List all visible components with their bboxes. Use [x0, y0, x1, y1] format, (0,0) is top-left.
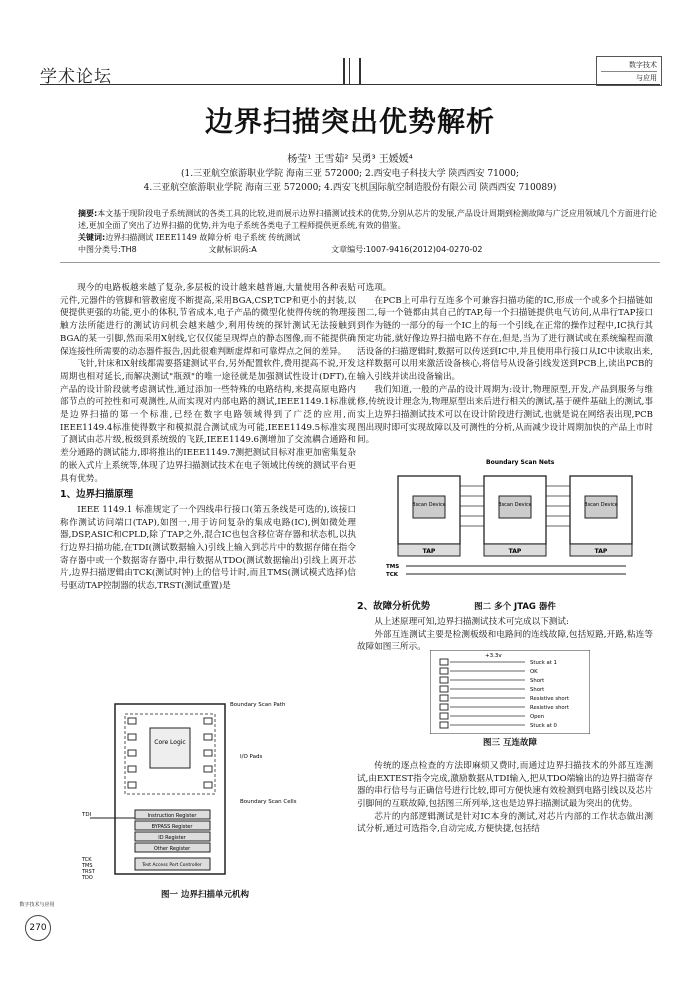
figure-1-diagram	[80, 698, 330, 886]
tap-1-label: TAP	[422, 548, 436, 555]
boundary-scan-cells-label: Boundary Scan Cells	[240, 799, 297, 805]
right-paragraph-1: 在PCB上可串行互连多个可兼容扫描功能的IC,形成一个或多个扫描链如图二,每一个链都由其自己的TAP,每一个扫描链提供电气访问,从串行TAP接口到作为链的一部分的每一个IC上的每一个引线,在正常的操作过程中,IC执行其预定功能,就好像边界扫描电路不存在,但是,当为了进行测试或在系统编程而激活设备的扫描逻辑时,数据可以传送到IC中,并且使用串行接口从IC中读取出来,这样数据可以用来激活设备核心,将信号从设备引线发送到PCB上,读出PCB的输入引线并读出设备输出。	[357, 295, 653, 382]
fault-label-8: Stuck at 0	[530, 723, 557, 729]
clc-number: 中图分类号:TH8	[78, 245, 137, 254]
document-code: 文献标识码:A	[208, 245, 257, 254]
id-register-label: ID Register	[158, 835, 186, 841]
right-paragraph-6: 芯片的内部逻辑测试是针对IC本身的测试,对芯片内部的工作状态做出测试分析,通过可选指令,自动完成,方便快捷,包括结	[357, 811, 653, 835]
fault-label-3: Short	[530, 678, 545, 684]
page-number: 270	[25, 915, 51, 941]
left-paragraph-2: 飞针,针床和X射线都需要搭建测试平台,另外配置软件,费用提高不说,开发周期也相对延长,而解决测试"瓶颈"的唯一途径就是加强测试性设计(DFT),在产品的设计阶段就考虑测试性,通过添加一些特殊的电路结构,来提高原电路内部节点的可控性和可观测性,从而实现对内部电路的测试,IEEE1149.1标准就是边界扫描的第一个标准,已经在数字电路领域得到了广泛的应用,而IEEE1149.4标准使得数字和模拟混合测试成为可能,IEEE1149.5标准实现了测试由芯片级,板级到系统级的飞跃,IEEE1149.6测增加了交流耦合通路和差分通路的测试能力,即将推出的IEEE1149.7测把测试目标对准更加密集复杂的嵌入式片上系统等,体现了边界扫描测试技术在电子领域比传统的测试平台更具有优势。	[60, 359, 356, 484]
tap-2-label: TAP	[508, 548, 522, 555]
device-3-label: Bscan Device	[584, 502, 618, 508]
figure-2-caption: 图二 多个 JTAG 器件	[474, 602, 556, 612]
abstract	[78, 208, 658, 244]
header-bar-mid-decoration	[349, 58, 350, 84]
journal-logo	[596, 56, 662, 86]
figure-1-caption: 图一 边界扫描单元机构	[161, 890, 249, 900]
section-label: 学术论坛	[40, 67, 112, 87]
tdi-label: TDI	[82, 812, 92, 818]
fault-label-1: Stuck at 1	[530, 660, 557, 666]
tck-label: TCK	[82, 857, 92, 863]
left-paragraph-1: 现今的电路板越来越了复杂,多层板的设计越来越普遍,大量使用各种表贴元件,元器件的管脚和管教密度不断提高,采用BGA,CSP,TCP和更小的封装,以便提供更强的功能,更小的体积,节省成本,电子产品的微型化使得传统的物理接触方法所能进行的测试访问机会越来越少,利用传统的探针测试无法接触到BGA的某一引脚,然而采用X射线,它仅仅能呈现焊点的静态图像,而不能提供确保连接性所需要的动态器件报告,因此很难判断虚焊和可靠焊点之间的差异。	[60, 283, 356, 357]
tap-controller-label: Test Access Port Controller	[142, 863, 202, 868]
core-logic-label: Core Logic	[154, 739, 186, 746]
abstract-text: 本文基于现阶段电子系统测试的各类工具的比较,进而展示边界扫描测试技术的优势,分别从芯片的发展,产品设计周期到检测故障与广泛应用领域几个方面进行论述,更加全面了突出了边界扫描的优势,并为电子系统各类电子工程师提供更系统,有效的借鉴。	[78, 209, 657, 230]
fault-label-6: Resistive short	[530, 705, 569, 711]
left-column	[60, 282, 356, 593]
header-bars-decoration	[343, 58, 361, 84]
figure-3-diagram	[430, 650, 590, 734]
right-paragraph-3: 从上述原理可知,边界扫描测试技术可完成以下测试:	[374, 616, 569, 627]
article-number: 文章编号:1007-9416(2012)04-0270-02	[331, 245, 483, 254]
logo-top-text: 数字技术	[601, 59, 657, 72]
section-heading-2: 2、故障分析优势	[357, 601, 431, 613]
supply-label: +3.3v	[485, 653, 502, 659]
fault-label-2: OK	[530, 669, 538, 675]
right-paragraph-0: 可选项。	[357, 283, 392, 293]
keywords-text: 边界扫描测试 IEEE1149 故障分析 电子系统 传统测试	[105, 233, 301, 242]
right-paragraph-2: 我们知道,一般的产品的设计周期为:设计,物理原型,开发,产品到服务与维修,传统设计理念为,物理原型出来后进行相关的测试,基于硬件基础上的测试,事实上边界扫描测试技术可以在设计阶段进行测试,也就是说在网络表出现,PCB图出现时即可实现故障以及可测性的分析,从而减少设计周期加快的产品上市时间。	[357, 384, 653, 446]
figure-2-diagram	[386, 456, 644, 596]
tms-label: TMS	[82, 863, 93, 869]
logo-bottom-text: 与应用	[636, 74, 657, 82]
tms-label: TMS	[386, 564, 400, 570]
device-2-label: Bscan Device	[498, 502, 532, 508]
classification-row	[78, 244, 658, 255]
core-logic-box	[150, 728, 190, 768]
footer-badge-text: 数字技术与应用	[19, 902, 55, 908]
authors: 杨莹¹ 王雪茹² 吴勇³ 王媛媛⁴	[287, 154, 413, 165]
other-register-label: Other Register	[153, 846, 191, 852]
paper-title: 边界扫描突出优势解析	[204, 105, 495, 138]
right-paragraph-4: 外部互连测试主要是检测板级和电路间的连线故障,包括短路,开路,粘连等故障如图三所示。	[357, 629, 653, 653]
trst-label: TRST	[82, 869, 95, 875]
abstract-label: 摘要:	[78, 209, 98, 218]
tck-label: TCK	[386, 572, 399, 578]
instruction-register-label: Instruction Register	[147, 813, 197, 819]
fault-label-5: Resistive short	[530, 696, 569, 702]
affiliation-line-1: (1.三亚航空旅游职业学院 海南三亚 572000; 2.西安电子科技大学 陕西西安 71000;	[180, 169, 520, 179]
section-heading-1: 1、边界扫描原理	[60, 489, 134, 501]
tdo-label: TDO	[82, 875, 93, 881]
figure-3-caption: 图三 互连故障	[483, 738, 537, 748]
affiliation-line-2: 4.三亚航空旅游职业学院 海南三亚 572000; 4.西安飞机国际航空制造股份有限公司 陕西西安 710089)	[143, 183, 557, 193]
left-paragraph-3: IEEE 1149.1 标准规定了一个四线串行接口(第五条线是可选的),该接口称作测试访问端口(TAP),如图一,用于访问复杂的集成电路(IC),例如微处理器,DSP,ASIC和CPLD,除了TAP之外,混合IC也包含移位寄存器和状态机,以执行边界扫描功能,在TDI(测试数据输入)引线上输入到芯片中的数据存储在指令寄存器中或一个数据寄存器中,串行数据从TDO(测试数据输出)引线上离开芯片,边界扫描逻辑由TCK(测试时钟)上的信号计时,而且TMS(测试模式选择)信号驱动TAP控制器的状态,TRST(测试重置)是	[60, 504, 356, 592]
keywords-label: 关键词:	[78, 233, 106, 242]
bypass-register-label: BYPASS Register	[151, 824, 193, 830]
device-1-label: Bscan Device	[412, 502, 446, 508]
boundary-scan-path-label: Boundary Scan Path	[230, 702, 286, 708]
fault-label-4: Short	[530, 687, 545, 693]
fault-label-7: Open	[530, 714, 545, 720]
boundary-scan-nets-label: Boundary Scan Nets	[486, 459, 555, 466]
fault-lines	[450, 662, 525, 725]
right-paragraph-5: 传统的逐点检查的方法即麻烦又费时,而通过边界扫描技术的外部互连测试,由EXTEST指令完成,激励数据从TDI输入,把从TDO端输出的边界扫描寄存器的串行信号与正确信号进行比较,即可方便快速有效检测到电路引线以及芯片引脚间的互联故障,包括图三所列举,这也是边界扫描测试最为突出的优势。	[357, 760, 653, 810]
io-pads-label: I/O Pads	[240, 754, 263, 760]
meta-rule	[60, 262, 660, 263]
tap-3-label: TAP	[594, 548, 608, 555]
fault-pins	[440, 659, 448, 728]
header-rule	[40, 84, 660, 85]
figure-3-frame	[430, 650, 590, 734]
